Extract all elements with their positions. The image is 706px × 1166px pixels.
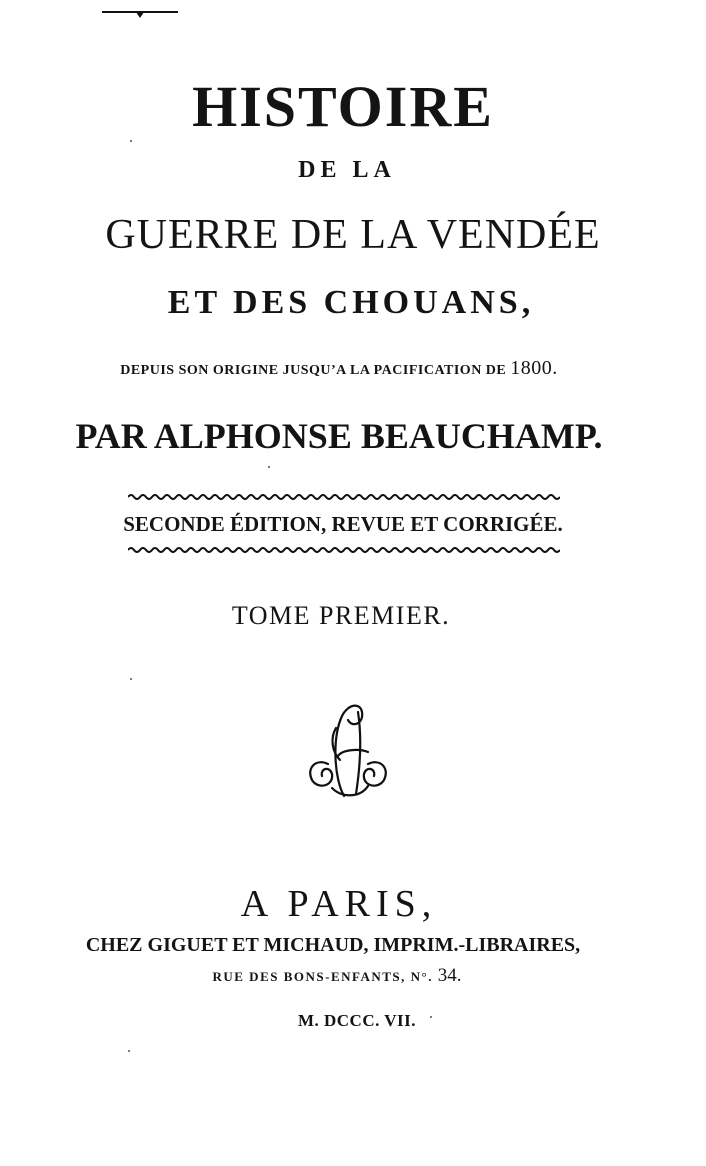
publisher-line: CHEZ GIGUET ET MICHAUD, IMPRIM.-LIBRAIRES, [85,934,581,956]
paper-speck [130,140,132,142]
volume-line: TOME PREMIER. [231,601,451,630]
title-line-chouans: ET DES CHOUANS, [167,284,535,321]
wavy-rule-bottom [128,546,560,554]
title-line-de-la: DE LA [298,157,396,183]
edition-line: SECONDE ÉDITION, REVUE ET CORRIGÉE. [123,512,563,536]
paper-speck [430,1016,432,1018]
paper-speck [130,678,132,680]
subtitle-text: DEPUIS SON ORIGINE JUSQU’A LA PACIFICATION DE [120,363,507,378]
wavy-rule-top [128,493,560,501]
author-line: PAR ALPHONSE BEAUCHAMP. [75,416,603,456]
subtitle-year: 1800. [510,357,558,379]
title-line-histoire: HISTOIRE [192,74,494,139]
address-text: RUE DES BONS-ENFANTS, N°. [212,969,433,984]
publisher-monogram-icon [298,698,398,802]
title-line-guerre: GUERRE DE LA VENDÉE [105,212,601,258]
date-line: M. DCCC. VII. [297,1011,417,1030]
top-rule-mark [100,6,180,20]
paper-speck [128,1050,130,1052]
address-line [0,966,690,985]
paper-speck [268,466,270,468]
subtitle [0,358,692,378]
city-line: A PARIS, [240,883,438,925]
address-number: 34. [437,965,462,986]
